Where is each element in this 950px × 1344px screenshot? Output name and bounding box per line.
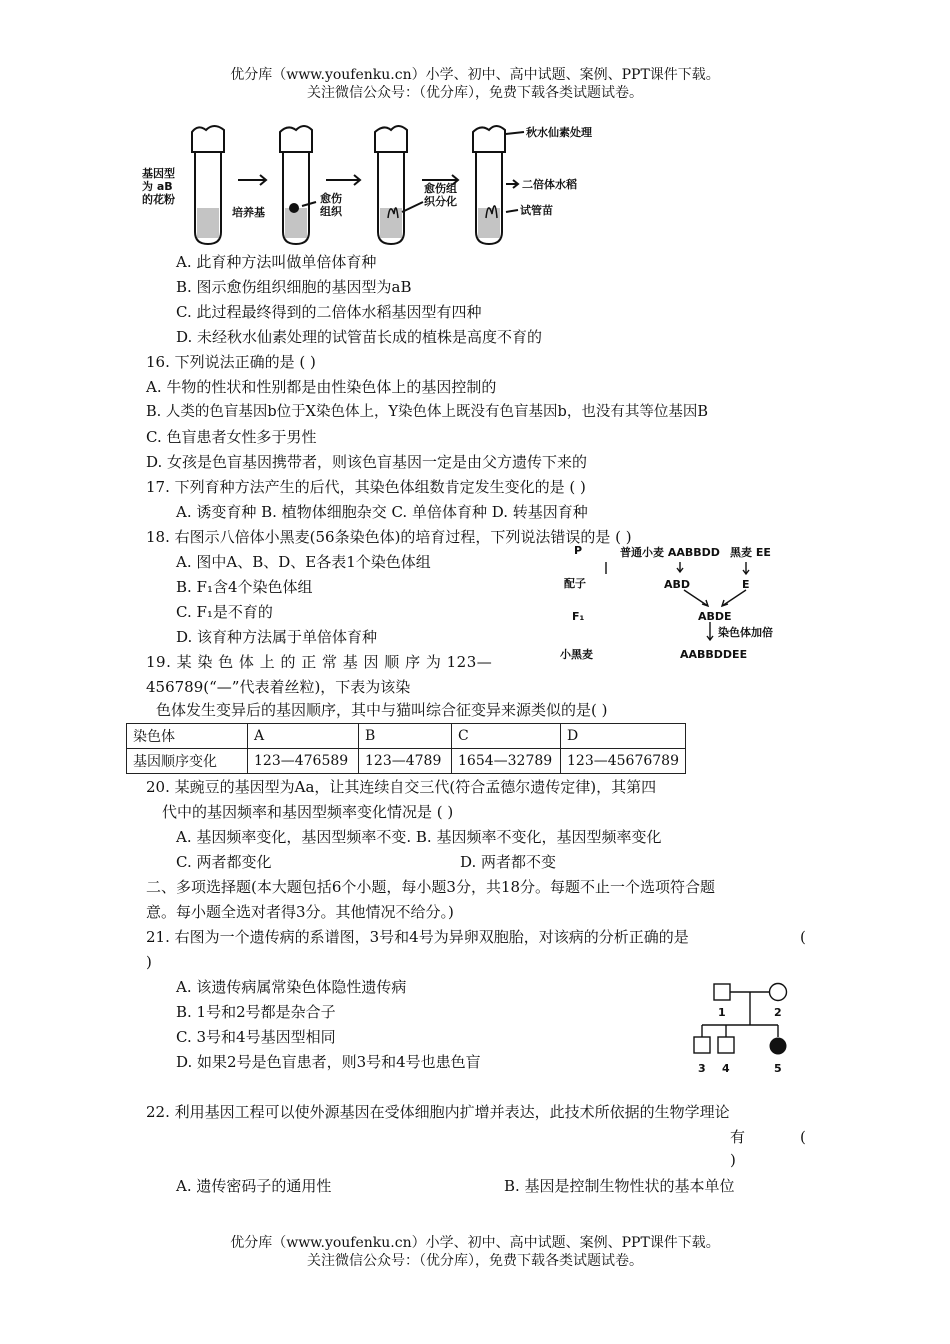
q16-option-c: C. 色盲患者女性多于男性	[146, 428, 317, 446]
table-cell: B	[359, 724, 452, 749]
q15-option-a: A. 此育种方法叫做单倍体育种	[176, 253, 377, 271]
page-header-line1: 优分库（www.youfenku.cn）小学、初中、高中试题、案例、PPT课件下载。	[230, 67, 720, 83]
triticale-label: 小黑麦	[560, 648, 593, 661]
pedigree-label-2: 2	[774, 1006, 782, 1019]
q16-option-a: A. 牛物的性状和性别都是由性染色体上的基因控制的	[146, 378, 497, 396]
page-footer-line2: 关注微信公众号：（优分库），免费下载各类试题试卷。	[307, 1253, 643, 1269]
table-cell: 基因顺序变化	[127, 749, 248, 774]
diploid-label: 二倍体水稻	[522, 178, 577, 191]
triticale-breeding-figure	[560, 540, 790, 668]
q20-option-ab: A. 基因频率变化，基因型频率不变. B. 基因频率不变化，基因型频率变化	[176, 828, 662, 846]
tube-plantlet-label: 试管苗	[520, 204, 553, 217]
table-cell: 123—476589	[248, 749, 359, 774]
pedigree-male-3	[694, 1037, 710, 1053]
f1-label: F₁	[572, 610, 585, 623]
triticale-genotype: AABBDDEE	[680, 648, 748, 661]
tissue-culture-figure	[140, 122, 600, 247]
table-cell: 123—4789	[359, 749, 452, 774]
q16-option-d: D. 女孩是色盲基因携带者，则该色盲基因一定是由父方遗传下来的	[146, 453, 588, 471]
q18-option-c: C. F₁是不育的	[176, 603, 273, 621]
pedigree-label-5: 5	[774, 1062, 782, 1075]
q15-option-c: C. 此过程最终得到的二倍体水稻基因型有四种	[176, 303, 482, 321]
parent1-label: 普通小麦 AABBDD	[620, 546, 720, 559]
pollen-label-1: 基因型	[142, 167, 175, 180]
section2-line2: 意。每小题全选对者得3分。其他情况不给分。)	[146, 903, 454, 921]
p-label: P	[574, 544, 583, 557]
q19-line3: 色体发生变异后的基因顺序，其中与猫叫综合征变异来源类似的是( )	[156, 701, 608, 719]
q20-line2: 代中的基因频率和基因型频率变化情况是 ( )	[162, 803, 454, 821]
pedigree-male-1	[714, 984, 730, 1000]
gamete1-label: ABD	[664, 578, 691, 591]
gamete2-label: E	[742, 578, 750, 591]
q22-tail: 有	[730, 1128, 746, 1146]
q21-paren-close: )	[146, 953, 152, 971]
q17-options: A. 诱变育种 B. 植物体细胞杂交 C. 单倍体育种 D. 转基因育种	[176, 503, 588, 521]
pedigree-figure	[680, 980, 800, 1080]
diff-label-1: 愈伤组	[424, 182, 457, 195]
pedigree-label-1: 1	[718, 1006, 726, 1019]
q21-stem: 21. 右图为一个遗传病的系谱图，3号和4号为异卵双胞胎，对该病的分析正确的是	[146, 928, 689, 946]
q21-paren-open: (	[800, 928, 806, 946]
q15-option-d: D. 未经秋水仙素处理的试管苗长成的植株是高度不育的	[176, 328, 543, 346]
q18-stem: 18. 右图示八倍体小黑麦(56条染色体)的培育过程，下列说法错误的是 ( )	[146, 528, 632, 546]
q22-stem: 22. 利用基因工程可以使外源基因在受体细胞内扩增并表达，此技术所依据的生物学理论	[146, 1103, 730, 1121]
q18-option-d: D. 该育种方法属于单倍体育种	[176, 628, 378, 646]
pedigree-affected-female-5	[770, 1038, 787, 1055]
page-header-line2: 关注微信公众号：（优分库），免费下载各类试题试卷。	[307, 85, 643, 101]
table-cell: A	[248, 724, 359, 749]
q18-option-b: B. F₁含4个染色体组	[176, 578, 313, 596]
q22-paren-open: (	[800, 1128, 806, 1146]
q15-option-b: B. 图示愈伤组织细胞的基因型为aB	[176, 278, 412, 296]
pedigree-female-2	[770, 984, 787, 1001]
q20-line1: 20. 某豌豆的基因型为Aa，让其连续自交三代(符合孟德尔遗传定律)，其第四	[146, 778, 657, 796]
q21-option-b: B. 1号和2号都是杂合子	[176, 1003, 336, 1021]
diff-label-2: 织分化	[424, 195, 457, 208]
q16-option-b: B. 人类的色盲基因b位于X染色体上，Y染色体上既没有色盲基因b，也没有其等位基因B	[146, 404, 708, 420]
gamete-label: 配子	[564, 577, 586, 590]
q22-paren-close: )	[730, 1151, 736, 1169]
q21-option-d: D. 如果2号是色盲患者，则3号和4号也患色盲	[176, 1053, 481, 1071]
q17-stem: 17. 下列育种方法产生的后代，其染色体组数肯定发生变化的是 ( )	[146, 478, 586, 496]
pedigree-label-4: 4	[722, 1062, 730, 1075]
q18-option-a: A. 图中A、B、D、E各表1个染色体组	[176, 553, 431, 571]
f1-genotype: ABDE	[698, 610, 732, 623]
page-footer-line1: 优分库（www.youfenku.cn）小学、初中、高中试题、案例、PPT课件下载。	[230, 1235, 720, 1251]
table-cell: 1654—32789	[452, 749, 561, 774]
pollen-label-2: 为 aB	[142, 180, 173, 193]
q21-option-a: A. 该遗传病属常染色体隐性遗传病	[176, 978, 407, 996]
colchicine-label: 秋水仙素处理	[526, 126, 592, 139]
gene-order-table	[126, 723, 686, 774]
pedigree-male-4	[718, 1037, 734, 1053]
table-cell: C	[452, 724, 561, 749]
pedigree-label-3: 3	[698, 1062, 706, 1075]
table-cell: 染色体	[127, 724, 248, 749]
q22-option-a: A. 遗传密码子的通用性	[176, 1177, 332, 1195]
medium-label: 培养基	[232, 206, 265, 219]
pollen-label-3: 的花粉	[142, 193, 175, 206]
q20-option-c: C. 两者都变化	[176, 853, 272, 871]
table-row	[127, 724, 686, 749]
q21-option-c: C. 3号和4号基因型相同	[176, 1028, 336, 1046]
parent2-label: 黑麦 EE	[730, 546, 771, 559]
table-row	[127, 749, 686, 774]
q19-line2: 456789(“—”代表着丝粒)，下表为该染	[146, 678, 411, 696]
q22-option-b: B. 基因是控制生物性状的基本单位	[504, 1177, 735, 1195]
table-cell: 123—45676789	[561, 749, 686, 774]
table-cell: D	[561, 724, 686, 749]
callus-label-1: 愈伤	[320, 192, 342, 205]
q19-line1: 19. 某 染 色 体 上 的 正 常 基 因 顺 序 为 123—	[146, 653, 493, 671]
q16-stem: 16. 下列说法正确的是 ( )	[146, 353, 316, 371]
doubling-label: 染色体加倍	[718, 626, 773, 639]
callus-label-2: 组织	[320, 205, 342, 218]
q20-option-d: D. 两者都不变	[460, 853, 557, 871]
section2-line1: 二、多项选择题(本大题包括6个小题，每小题3分，共18分。每题不止一个选项符合题	[146, 878, 716, 896]
